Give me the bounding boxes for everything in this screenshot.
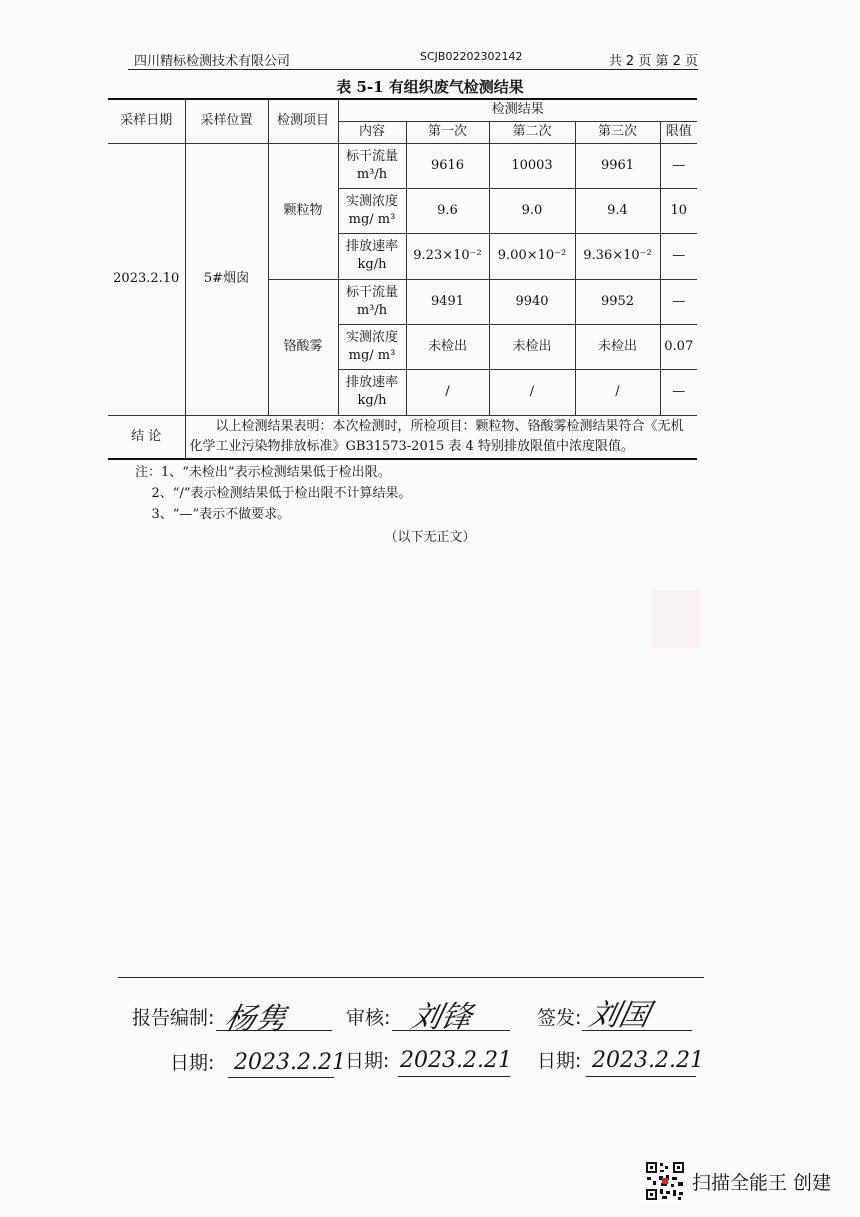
limit-cell: —: [660, 279, 697, 324]
conclusion-row: [108, 415, 697, 459]
faint-stamp-mark: [652, 590, 700, 648]
prepared-underline: [216, 1030, 332, 1031]
value-cell: 9940: [489, 279, 575, 324]
date-underline-3: [586, 1076, 696, 1077]
test-item: 颗粒物: [268, 143, 338, 279]
value-cell: /: [489, 369, 575, 415]
signature-divider: [118, 977, 704, 978]
value-cell: 9952: [575, 279, 660, 324]
conclusion-text: 以上检测结果表明：本次检测时，所检项目：颗粒物、铬酸雾检测结果符合《无机化学工业污染物排放标准》GB31573-2015 表 4 特别排放限值中浓度限值。: [185, 415, 697, 459]
value-cell: 9.0: [489, 188, 575, 233]
date-value-1: 2023.2.21: [234, 1050, 346, 1075]
page-count: 共 2 页 第 2 页: [608, 54, 698, 69]
date-underline-2: [398, 1076, 510, 1077]
value-cell: 9.6: [406, 188, 489, 233]
header-divider: [128, 69, 698, 70]
date-label-1: 日期:: [170, 1052, 215, 1074]
sampling-location: 5#烟囱: [185, 143, 268, 415]
date-label-2: 日期:: [345, 1050, 390, 1072]
value-cell: 9.36×10⁻²: [575, 233, 660, 279]
issue-signature: 刘国: [585, 998, 653, 1033]
value-cell: 未检出: [489, 324, 575, 369]
value-cell: 9.23×10⁻²: [406, 233, 489, 279]
test-item: 铬酸雾: [268, 279, 338, 415]
prepared-label: 报告编制:: [132, 1007, 215, 1029]
conclusion-label: 结 论: [108, 415, 185, 459]
value-cell: 10003: [489, 143, 575, 188]
value-cell: /: [406, 369, 489, 415]
value-cell: 未检出: [575, 324, 660, 369]
table-row: [108, 143, 697, 188]
sampling-date: 2023.2.10: [108, 143, 185, 415]
notes: [135, 462, 411, 525]
review-underline: [392, 1030, 510, 1031]
param-cell: 标干流量 m³/h: [338, 279, 406, 324]
param-cell: 排放速率 kg/h: [338, 369, 406, 415]
note-line: 2、“/”表示检测结果低于检出限不计算结果。: [135, 486, 412, 501]
limit-cell: 10: [660, 188, 697, 233]
header-second: 第二次: [489, 121, 575, 143]
page-header: [110, 50, 698, 68]
param-cell: 排放速率 kg/h: [338, 233, 406, 279]
header-third: 第三次: [575, 121, 660, 143]
note-line: 注：1、“未检出”表示检测结果低于检出限。: [135, 465, 391, 480]
limit-cell: 0.07: [660, 324, 697, 369]
header-content: 内容: [338, 121, 406, 143]
note-line: 3、“—”表示不做要求。: [135, 507, 291, 522]
review-signature: 刘锋: [407, 1000, 475, 1035]
value-cell: 未检出: [406, 324, 489, 369]
report-number: SCJB02202302142: [420, 50, 523, 63]
header-sampling-location: 采样位置: [185, 99, 268, 143]
param-cell: 标干流量 m³/h: [338, 143, 406, 188]
issue-label: 签发:: [537, 1007, 582, 1029]
scanner-brand: 扫描全能王 创建: [692, 1172, 832, 1194]
param-cell: 实测浓度 mg/ m³: [338, 324, 406, 369]
limit-cell: —: [660, 143, 697, 188]
header-test-item: 检测项目: [268, 99, 338, 143]
issue-underline: [582, 1030, 692, 1031]
results-table: [108, 98, 697, 460]
review-label: 审核:: [346, 1007, 391, 1029]
value-cell: 9616: [406, 143, 489, 188]
value-cell: 9491: [406, 279, 489, 324]
company-name: 四川精标检测技术有限公司: [134, 54, 291, 69]
date-label-3: 日期:: [537, 1050, 582, 1072]
value-cell: 9.4: [575, 188, 660, 233]
limit-cell: —: [660, 233, 697, 279]
header-results: 检测结果: [338, 99, 697, 121]
param-cell: 实测浓度 mg/ m³: [338, 188, 406, 233]
end-of-text: （以下无正文）: [384, 530, 476, 545]
qr-code-icon: [645, 1161, 685, 1201]
header-limit: 限值: [660, 121, 697, 143]
value-cell: /: [575, 369, 660, 415]
header-first: 第一次: [406, 121, 489, 143]
date-value-3: 2023.2.21: [592, 1048, 704, 1073]
header-sampling-date: 采样日期: [108, 99, 185, 143]
date-value-2: 2023.2.21: [400, 1048, 512, 1073]
value-cell: 9.00×10⁻²: [489, 233, 575, 279]
limit-cell: —: [660, 369, 697, 415]
date-underline-1: [228, 1077, 334, 1078]
table-title: 表 5-1 有组织废气检测结果: [336, 78, 524, 96]
prepared-signature: 杨隽: [221, 1002, 289, 1037]
value-cell: 9961: [575, 143, 660, 188]
